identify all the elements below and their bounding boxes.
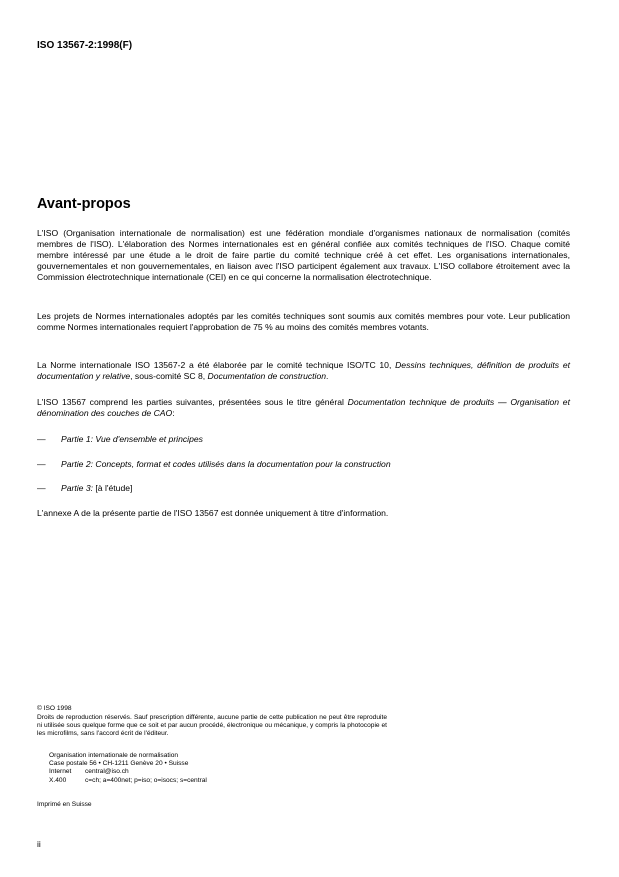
page-number: ii	[37, 839, 41, 849]
list-item	[37, 459, 391, 470]
postal-address: Case postale 56 • CH-1211 Genève 20 • Suisse	[49, 760, 189, 768]
x400-value: c=ch; a=400net; p=iso; o=isocs; s=central	[85, 776, 207, 784]
text-run: , sous-comité SC 8,	[130, 371, 208, 382]
list-item	[37, 434, 203, 445]
paragraph-parts-intro	[37, 397, 570, 419]
text-run: .	[326, 371, 329, 382]
internet-label: Internet	[49, 768, 72, 776]
x400-row	[49, 777, 207, 785]
document-id: ISO 13567-2:1998(F)	[37, 40, 133, 51]
general-title: Documentation technique de produits — Organisation et dénomination des couches de CAO	[37, 397, 570, 419]
text-run: :	[172, 408, 175, 419]
part-label: Partie 3:	[61, 483, 94, 493]
paragraph-voting: Les projets de Normes internationales adoptés par les comités techniques sont soumis aux comités membres pour vote. Leur publication comme Normes internationales requiert l'approbation de 75 % au moins des comités membres votants.	[37, 311, 570, 333]
part-label: Partie 1: Vue d'ensemble et principes	[61, 434, 203, 444]
org-name: Organisation internationale de normalisation	[49, 752, 179, 759]
list-dash: —	[37, 483, 46, 493]
paragraph-iso-intro: L'ISO (Organisation internationale de normalisation) est une fédération mondiale d'organismes nationaux de normalisation (comités membres de l'ISO). L'élaboration des Normes internationales est en général confiée aux comités techniques de l'ISO. Chaque comité membre intéressé par une étude a le droit de faire partie du comité technique créé à cet effet. Les organisations internationales, gouvernementales et non gouvernementales, en liaison avec l'ISO participent également aux travaux. L'ISO collabore étroitement avec la Commission électrotechnique internationale (CEI) en ce qui concerne la normalisation électrotechnique.	[37, 228, 570, 283]
text-run: La Norme internationale ISO 13567-2 a été élaborée par le comité technique ISO/TC 10,	[37, 360, 396, 370]
internet-value: central@iso.ch	[85, 768, 129, 776]
copyright-notice: © ISO 1998	[37, 705, 72, 712]
committee-title: Dessins techniques, définition de produits et documentation y relative	[37, 360, 570, 382]
list-dash: —	[37, 434, 46, 444]
subcommittee-title: Documentation de construction	[207, 371, 327, 382]
printed-in: Imprimé en Suisse	[37, 801, 92, 808]
paragraph-annex: L'annexe A de la présente partie de l'ISO 13567 est donnée uniquement à titre d'information.	[37, 508, 389, 518]
rights-text: Droits de reproduction réservés. Sauf prescription différente, aucune partie de cette publication ne peut être reproduite ni utilisée sous quelque forme que ce soit et par aucun procédé, électronique ou mécanique, y compris la photocopie et les microfilms, sans l'accord écrit de l'éditeur.	[37, 714, 387, 738]
x400-label: X.400	[49, 776, 67, 784]
internet-row	[49, 768, 207, 776]
paragraph-committee	[37, 360, 570, 382]
list-item	[37, 483, 132, 494]
list-dash: —	[37, 459, 46, 469]
part-note: [à l'étude]	[93, 483, 133, 493]
text-run: L'ISO 13567 comprend les parties suivantes, présentées sous le titre général	[37, 397, 348, 407]
part-label: Partie 2: Concepts, format et codes utilisés dans la documentation pour la construction	[61, 459, 391, 469]
publisher-address	[49, 752, 207, 785]
section-title: Avant-propos	[37, 196, 131, 212]
